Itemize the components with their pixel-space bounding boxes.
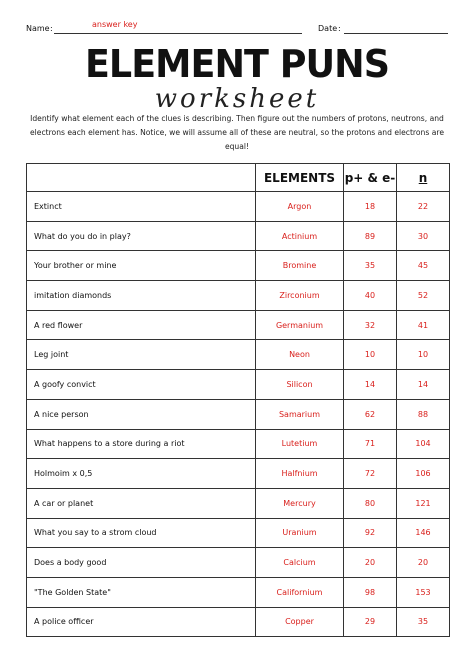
page-subtitle: worksheet — [154, 84, 320, 114]
element-cell: Californium — [256, 577, 344, 607]
protons-electrons-cell: 80 — [344, 488, 397, 518]
neutrons-cell: 153 — [397, 577, 450, 607]
neutrons-cell: 41 — [397, 310, 450, 340]
element-cell: Lutetium — [256, 429, 344, 459]
header-clue — [27, 164, 256, 192]
element-cell: Uranium — [256, 518, 344, 548]
element-cell: Calcium — [256, 548, 344, 578]
table-row — [27, 221, 450, 251]
element-cell: Argon — [256, 192, 344, 222]
element-cell: Germanium — [256, 310, 344, 340]
clue-cell: What happens to a store during a riot — [27, 429, 256, 459]
protons-electrons-cell: 18 — [344, 192, 397, 222]
table-row — [27, 548, 450, 578]
clue-cell: What you say to a strom cloud — [27, 518, 256, 548]
table-row — [27, 488, 450, 518]
table-header-row — [27, 164, 450, 192]
neutrons-cell: 88 — [397, 399, 450, 429]
clue-cell: Your brother or mine — [27, 251, 256, 281]
neutrons-cell: 104 — [397, 429, 450, 459]
page-title: ELEMENT PUNS — [84, 42, 390, 86]
element-cell: Mercury — [256, 488, 344, 518]
protons-electrons-cell: 71 — [344, 429, 397, 459]
name-date-header: Name : answer key Date : — [26, 20, 448, 36]
table-row — [27, 459, 450, 489]
header-protons-electrons: p+ & e- — [344, 164, 397, 192]
neutrons-cell: 146 — [397, 518, 450, 548]
element-puns-table — [26, 163, 450, 637]
protons-electrons-cell: 29 — [344, 607, 397, 637]
neutrons-cell: 10 — [397, 340, 450, 370]
neutrons-cell: 30 — [397, 221, 450, 251]
header-neutrons: n — [397, 164, 450, 192]
protons-electrons-cell: 72 — [344, 459, 397, 489]
protons-electrons-cell: 20 — [344, 548, 397, 578]
table-row — [27, 429, 450, 459]
element-cell: Copper — [256, 607, 344, 637]
table-row — [27, 518, 450, 548]
clue-cell: imitation diamonds — [27, 281, 256, 311]
table-row — [27, 370, 450, 400]
neutrons-cell: 14 — [397, 370, 450, 400]
table-row — [27, 251, 450, 281]
protons-electrons-cell: 92 — [344, 518, 397, 548]
clue-cell: Does a body good — [27, 548, 256, 578]
header-elements: ELEMENTS — [256, 164, 344, 192]
clue-cell: A red flower — [27, 310, 256, 340]
protons-electrons-cell: 98 — [344, 577, 397, 607]
clue-cell: A police officer — [27, 607, 256, 637]
name-field-line — [54, 33, 302, 34]
element-cell: Bromine — [256, 251, 344, 281]
neutrons-cell: 121 — [397, 488, 450, 518]
clue-cell: A goofy convict — [27, 370, 256, 400]
protons-electrons-cell: 35 — [344, 251, 397, 281]
protons-electrons-cell: 62 — [344, 399, 397, 429]
protons-electrons-cell: 10 — [344, 340, 397, 370]
neutrons-cell: 52 — [397, 281, 450, 311]
neutrons-cell: 20 — [397, 548, 450, 578]
element-cell: Silicon — [256, 370, 344, 400]
table-row — [27, 399, 450, 429]
neutrons-cell: 106 — [397, 459, 450, 489]
table-row — [27, 340, 450, 370]
clue-cell: Leg joint — [27, 340, 256, 370]
clue-cell: "The Golden State" — [27, 577, 256, 607]
table-row — [27, 192, 450, 222]
element-cell: Neon — [256, 340, 344, 370]
protons-electrons-cell: 14 — [344, 370, 397, 400]
element-cell: Samarium — [256, 399, 344, 429]
table-row — [27, 310, 450, 340]
clue-cell: A nice person — [27, 399, 256, 429]
clue-cell: A car or planet — [27, 488, 256, 518]
table-row — [27, 577, 450, 607]
clue-cell: What do you do in play? — [27, 221, 256, 251]
element-cell: Halfnium — [256, 459, 344, 489]
name-label: Name — [26, 24, 50, 33]
protons-electrons-cell: 32 — [344, 310, 397, 340]
table-row — [27, 281, 450, 311]
date-field-line — [344, 33, 448, 34]
table-row — [27, 607, 450, 637]
protons-electrons-cell: 40 — [344, 281, 397, 311]
instructions: Identify what element each of the clues is describing. Then figure out the numbers of protons, neutrons, and electrons each element has. Notice, we will assume all of these are neutral, so the protons and electrons are equal! — [30, 114, 444, 151]
neutrons-cell: 45 — [397, 251, 450, 281]
protons-electrons-cell: 89 — [344, 221, 397, 251]
date-label: Date — [318, 24, 338, 33]
name-field-value: answer key — [92, 20, 138, 29]
clue-cell: Extinct — [27, 192, 256, 222]
neutrons-cell: 22 — [397, 192, 450, 222]
element-cell: Zirconium — [256, 281, 344, 311]
element-cell: Actinium — [256, 221, 344, 251]
neutrons-cell: 35 — [397, 607, 450, 637]
clue-cell: Holmoim x 0,5 — [27, 459, 256, 489]
